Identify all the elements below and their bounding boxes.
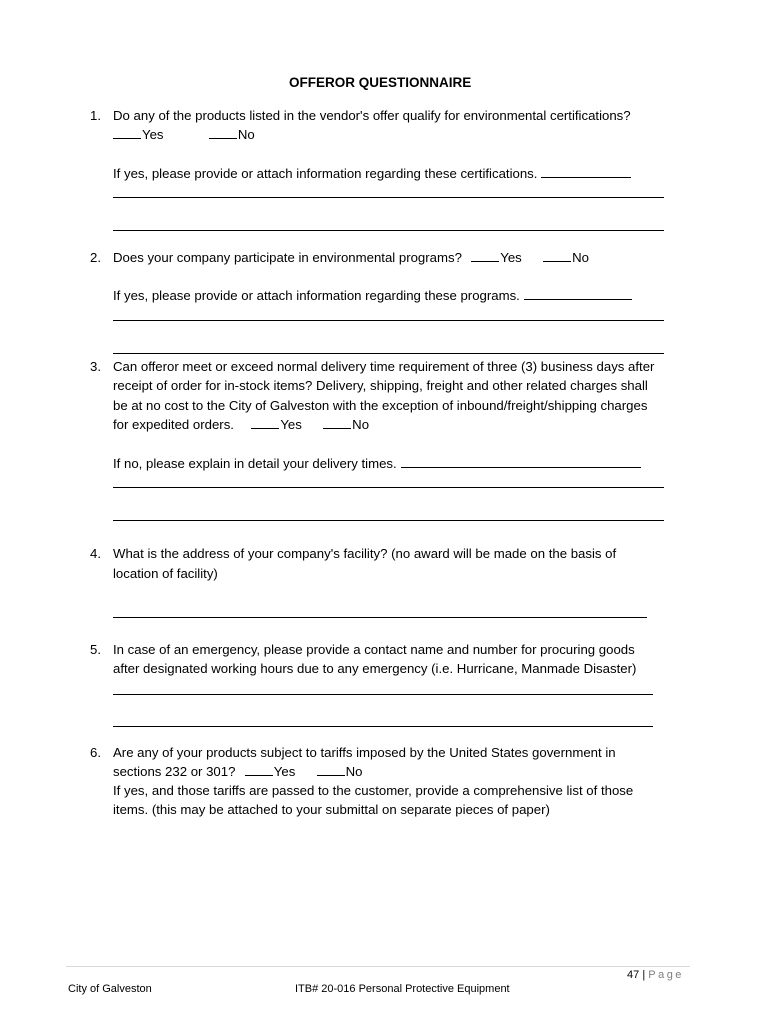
q1-followup-blank[interactable] [541, 165, 631, 178]
question-3-number: 3. [90, 359, 101, 374]
question-3-line-1: Can offeror meet or exceed normal delivery time requirement of three (3) business days after [113, 359, 655, 374]
q6-yes-blank[interactable] [245, 763, 273, 776]
question-3-followup [113, 454, 641, 474]
q3-no-label: No [352, 417, 370, 432]
page-separator: | [642, 969, 646, 981]
q2-no-label: No [572, 250, 589, 265]
question-4-line-2: location of facility) [113, 566, 218, 581]
q2-answer-line[interactable] [113, 353, 664, 354]
q4-answer-line[interactable] [113, 617, 647, 618]
footer-left: City of Galveston [68, 983, 152, 995]
page-title: OFFEROR QUESTIONNAIRE [289, 75, 472, 90]
page-word: Page [648, 969, 684, 981]
q6-no-label: No [345, 764, 363, 779]
question-3-line-4 [113, 415, 369, 435]
q1-yes-blank[interactable] [113, 126, 141, 139]
question-2-text [113, 248, 589, 268]
question-2-text-body: Does your company participate in environmental programs? [113, 250, 462, 265]
q2-no-blank[interactable] [543, 249, 571, 262]
page-indicator [627, 969, 684, 981]
question-6-number: 6. [90, 745, 101, 760]
question-5-line-1: In case of an emergency, please provide a contact name and number for procuring goods [113, 642, 635, 657]
q5-answer-line[interactable] [113, 726, 653, 727]
q5-answer-line[interactable] [113, 694, 653, 695]
q6-no-blank[interactable] [317, 763, 345, 776]
question-6-line-2 [113, 762, 363, 782]
question-3-line-2: receipt of order for in-stock items? Delivery, shipping, freight and other related charges shall [113, 378, 648, 393]
question-1-followup [113, 164, 631, 184]
question-1-answers [113, 125, 255, 145]
q2-answer-line[interactable] [113, 320, 664, 321]
q3-no-blank[interactable] [323, 416, 351, 429]
q1-answer-line[interactable] [113, 197, 664, 198]
question-1-number: 1. [90, 108, 101, 123]
question-2-number: 2. [90, 250, 101, 265]
q2-followup-blank[interactable] [524, 287, 632, 300]
question-4-number: 4. [90, 546, 101, 561]
q2-yes-blank[interactable] [471, 249, 499, 262]
q3-answer-line[interactable] [113, 487, 664, 488]
q1-answer-line[interactable] [113, 230, 664, 231]
question-1-text: Do any of the products listed in the vendor's offer qualify for environmental certifications? [113, 108, 631, 123]
question-2-followup-text: If yes, please provide or attach information regarding these programs. [113, 288, 520, 303]
question-6-line-1: Are any of your products subject to tariffs imposed by the United States government in [113, 745, 616, 760]
page-number: 47 [627, 969, 640, 981]
q3-yes-blank[interactable] [251, 416, 279, 429]
question-6-line-2-text: sections 232 or 301? [113, 764, 236, 779]
q3-answer-line[interactable] [113, 520, 664, 521]
footer-divider [66, 966, 690, 967]
q3-yes-label: Yes [280, 417, 302, 432]
q1-yes-label: Yes [142, 127, 164, 142]
question-6-line-3: If yes, and those tariffs are passed to the customer, provide a comprehensive list of those [113, 783, 634, 798]
question-2-followup [113, 286, 632, 306]
q1-no-blank[interactable] [209, 126, 237, 139]
q6-yes-label: Yes [273, 764, 296, 779]
question-5-number: 5. [90, 642, 101, 657]
q3-followup-blank[interactable] [401, 455, 641, 468]
q2-yes-label: Yes [500, 250, 522, 265]
question-5-line-2: after designated working hours due to any emergency (i.e. Hurricane, Manmade Disaster) [113, 661, 637, 676]
question-3-line-4-text: for expedited orders. [113, 417, 234, 432]
question-3-followup-text: If no, please explain in detail your delivery times. [113, 456, 397, 471]
question-3-line-3: be at no cost to the City of Galveston with the exception of inbound/freight/shipping charges [113, 398, 648, 413]
footer-center: ITB# 20-016 Personal Protective Equipment [295, 983, 510, 995]
q1-no-label: No [237, 127, 255, 142]
question-6-line-4: items. (this may be attached to your submittal on separate pieces of paper) [113, 802, 550, 817]
question-4-line-1: What is the address of your company's facility? (no award will be made on the basis of [113, 546, 617, 561]
question-1-followup-text: If yes, please provide or attach information regarding these certifications. [113, 166, 538, 181]
